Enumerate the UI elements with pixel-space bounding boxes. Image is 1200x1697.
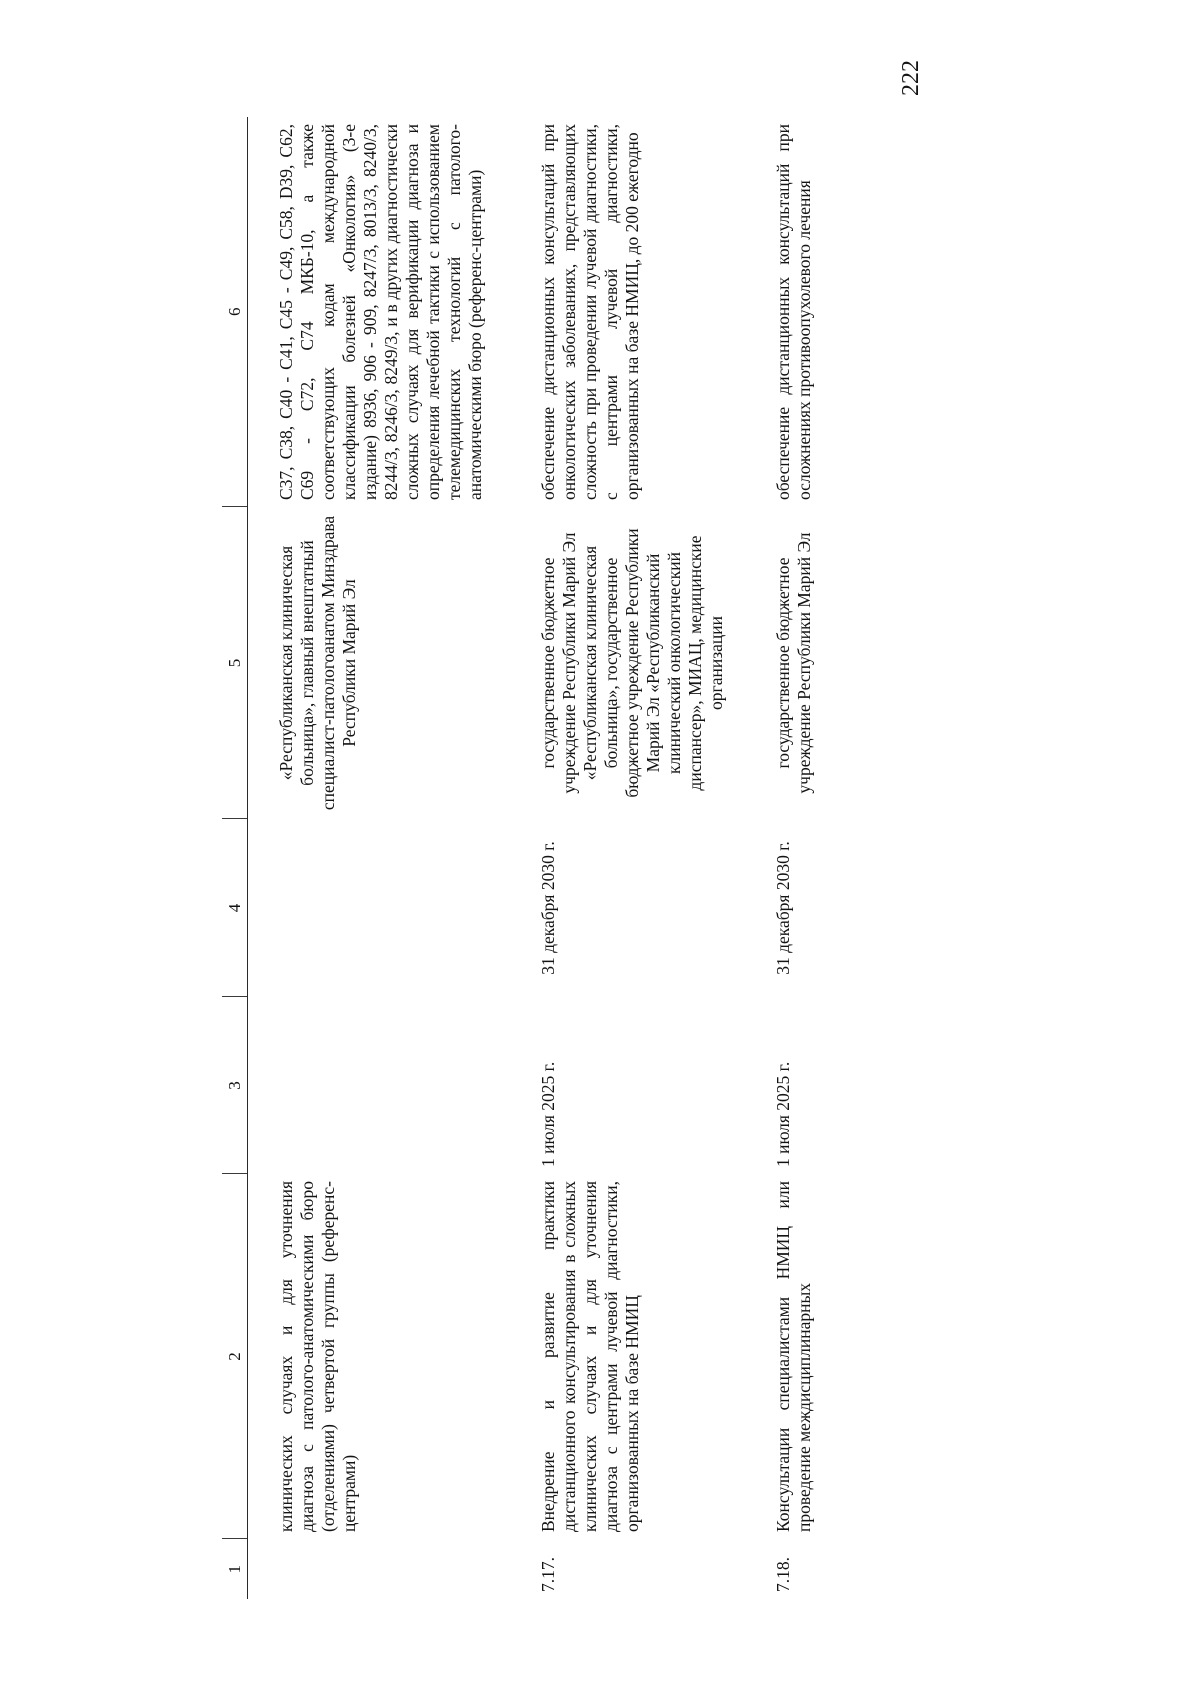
- start-date: [248, 997, 501, 1174]
- column-header-4: 4: [222, 819, 248, 997]
- responsible-text: государственное бюджетное учреждение Республики Марий Эл: [773, 532, 814, 794]
- column-header-3: 3: [222, 997, 248, 1174]
- column-header-5: 5: [222, 507, 248, 819]
- end-date: [248, 819, 501, 997]
- end-date: 31 декабря 2030 г.: [538, 841, 558, 975]
- result-text: C37, C38, C40 - C41, C45 - C49, C58, D39, C62, C69 - C72, C74 МКБ-10, а также соответствующих кодам международной классификации болезней «Онкология» (3-е издание) 8936, 906 - 909, 8247/3, 8013/3, 8240/3, 8244/3, 8246/3, 8249/3, и в других диагностически сложных случаях для верификации диагноза и определения лечебной тактики с использованием телемедицинских технологий с патолого-анатомическими бюро (референс-центрами): [276, 124, 485, 500]
- column-header-1: 1: [222, 1539, 248, 1599]
- page-number: 222: [898, 60, 924, 96]
- row-number: [248, 1539, 501, 1599]
- measure-text: клинических случаях и для уточнения диагноза с патолого-анатомическими бюро (отделениями) четвертой группы (референс-центрами): [276, 1181, 359, 1532]
- row-number: 7.18.: [773, 1557, 793, 1592]
- measure-text: Внедрение и развитие практики дистанционного консультирования в сложных клинических случаях и для уточнения диагноза с центрами лучевой диагностики, организованных на базе НМИЦ: [538, 1181, 642, 1532]
- table-row: [735, 117, 821, 1599]
- result-text: обеспечение дистанционных консультаций при осложнениях противоопухолевого лечения: [773, 124, 814, 500]
- rotated-table-frame: [222, 117, 1046, 1599]
- start-date: 1 июля 2025 г.: [773, 1061, 793, 1167]
- column-header-2: 2: [222, 1174, 248, 1539]
- measure-text: Консультации специалистами НМИЦ или проведение междисциплинарных: [773, 1181, 814, 1532]
- result-text: обеспечение дистанционных консультаций при онкологических заболеваниях, представляющих сложность при проведении лучевой диагностики, с центрами лучевой диагностики, организованных на базе НМИЦ, до 200 ежегодно: [538, 124, 642, 500]
- column-header-6: 6: [222, 117, 248, 507]
- table-row: [500, 117, 735, 1599]
- start-date: 1 июля 2025 г.: [538, 1061, 558, 1167]
- table-header-row: [222, 117, 248, 1599]
- row-number: 7.17.: [538, 1557, 558, 1592]
- table-row: [248, 117, 501, 1599]
- measures-table: [222, 117, 821, 1599]
- responsible-text: «Республиканская клиническая больница», главный внештатный специалист-патологоанатом Минздрава Республики Марий Эл: [276, 515, 359, 811]
- end-date: 31 декабря 2030 г.: [773, 841, 793, 975]
- responsible-text: государственное бюджетное учреждение Республики Марий Эл «Республиканская клиническая больница», государственное бюджетное учреждение Республики Марий Эл «Республиканский клинический онкологический диспансер», МИАЦ, медицинские организации: [538, 528, 726, 798]
